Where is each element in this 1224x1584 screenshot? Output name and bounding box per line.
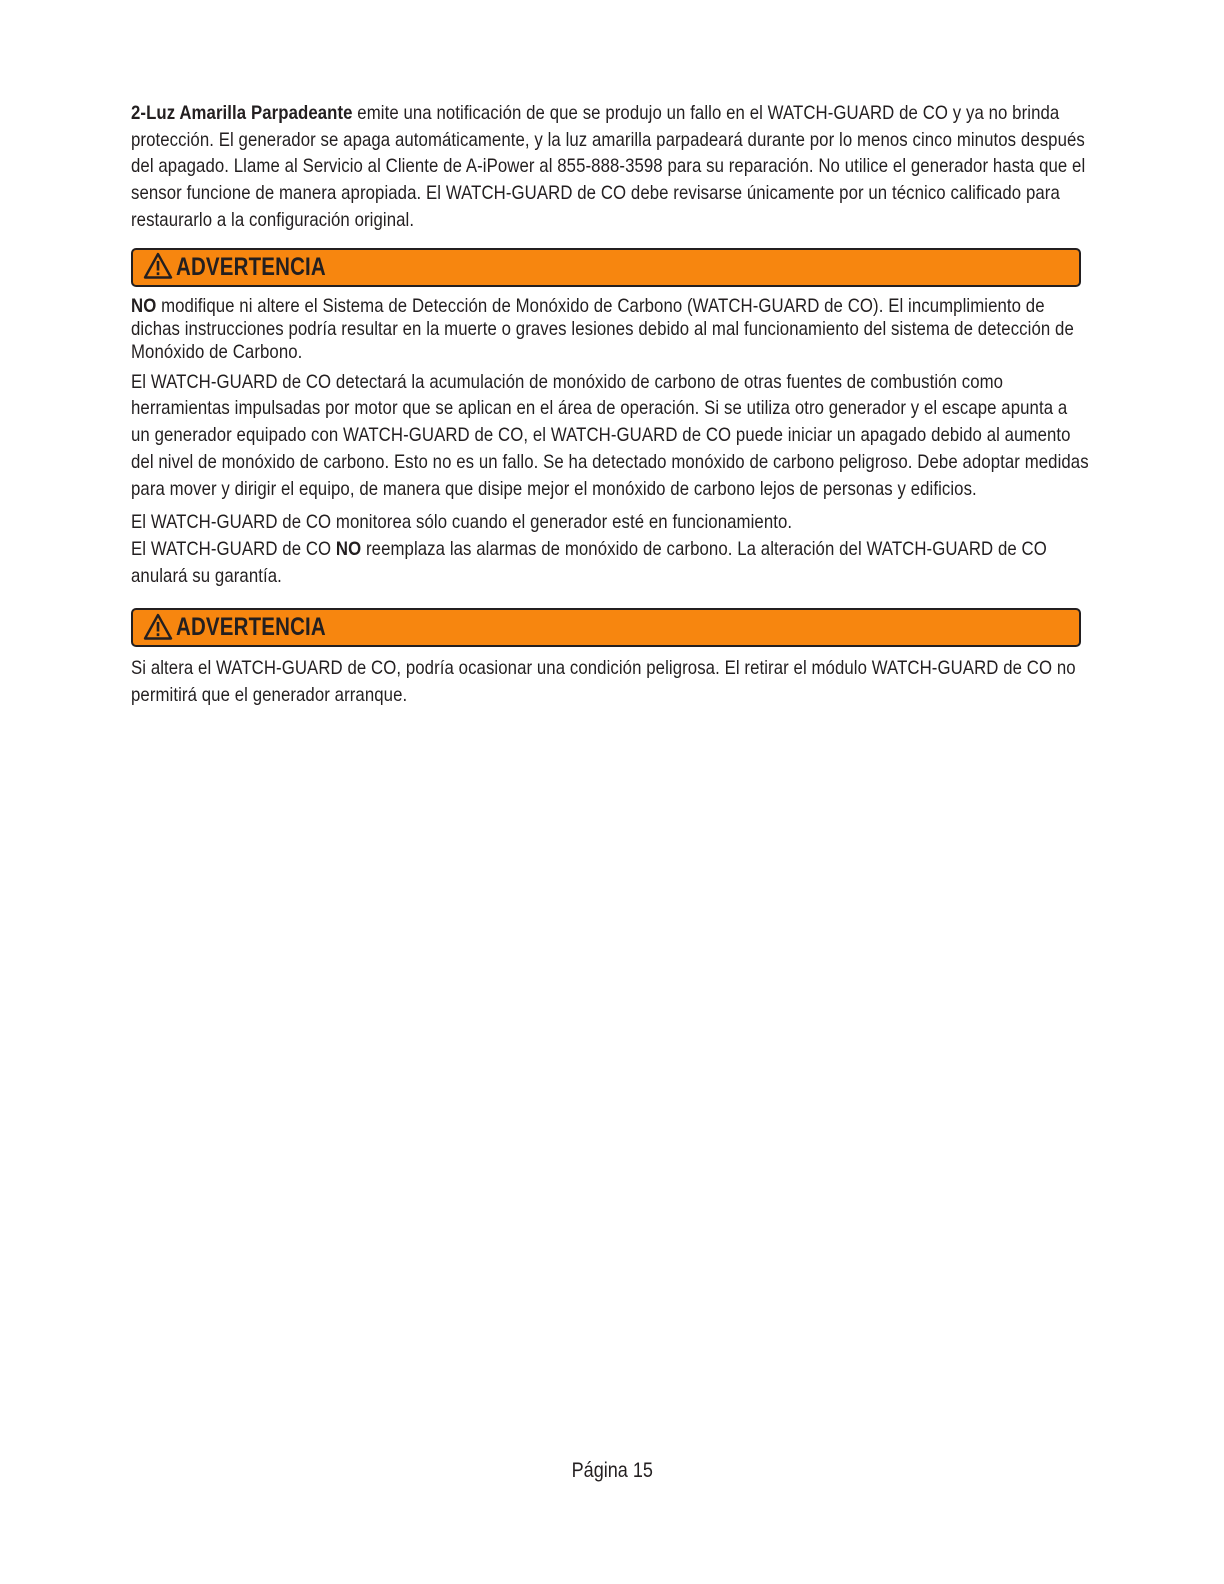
replace-paragraph [131,536,1091,589]
warning-lead: NO [131,294,157,317]
page-number: Página 15 [571,1459,653,1482]
detection-paragraph: El WATCH-GUARD de CO detectará la acumulación de monóxido de carbono de otras fuentes de combustión como herramientas impulsadas por motor que se aplican en el área de operación. Si se utiliza otro generador y el escape apunta a un generador equipado con WATCH-GUARD de CO, el WATCH-GUARD de CO puede iniciar un apagado debido al aumento del nivel de monóxido de carbono. Esto no es un fallo. Se ha detectado monóxido de carbono peligroso. Debe adoptar medidas para mover y dirigir el equipo, de manera que disipe mejor el monóxido de carbono lejos de personas y edificios. [131,370,1089,500]
warning-triangle-icon [143,252,173,280]
warning-text [131,295,1091,365]
warning-banner [131,608,1081,647]
page-content [131,100,1091,709]
intro-text: emite una notificación de que se produjo un fallo en el WATCH-GUARD de CO y ya no brinda protección. El generador se apaga automáticamente, y la luz amarilla parpadeará durante por lo menos cinco minutos después del apagado. Llame al Servicio al Cliente de A-iPower al 855-888-3598 para su reparación. No utilice el generador hasta que el sensor funcione de manera apropiada. El WATCH-GUARD de CO debe revisarse únicamente por un técnico calificado para restaurarlo a la configuración original. [131,102,1086,231]
intro-paragraph [131,100,1091,234]
warning-label: ADVERTENCIA [176,613,326,642]
warning-text: Si altera el WATCH-GUARD de CO, podría ocasionar una condición peligrosa. El retirar el módulo WATCH-GUARD de CO no permitirá que el generador arranque. [131,657,1076,707]
warning-triangle-icon [143,613,173,641]
replace-bold: NO [335,537,362,560]
page-footer [0,1459,1224,1483]
intro-lead: 2-Luz Amarilla Parpadeante [131,102,353,124]
monitor-paragraph: El WATCH-GUARD de CO monitorea sólo cuando el generador esté en funcionamiento. [131,511,793,534]
replace-before: El WATCH-GUARD de CO [131,537,336,560]
replace-after: reemplaza las alarmas de monóxido de carbono. La alteración del WATCH-GUARD de CO anulará su garantía. [131,537,1047,587]
warning-label: ADVERTENCIA [176,252,326,281]
warning-banner [131,248,1081,287]
warning-body: modifique ni altere el Sistema de Detección de Monóxido de Carbono (WATCH-GUARD de CO). El incumplimiento de dichas instrucciones podría resultar en la muerte o graves lesiones debido al mal funcionamiento del sistema de detección de Monóxido de Carbono. [131,294,1074,364]
